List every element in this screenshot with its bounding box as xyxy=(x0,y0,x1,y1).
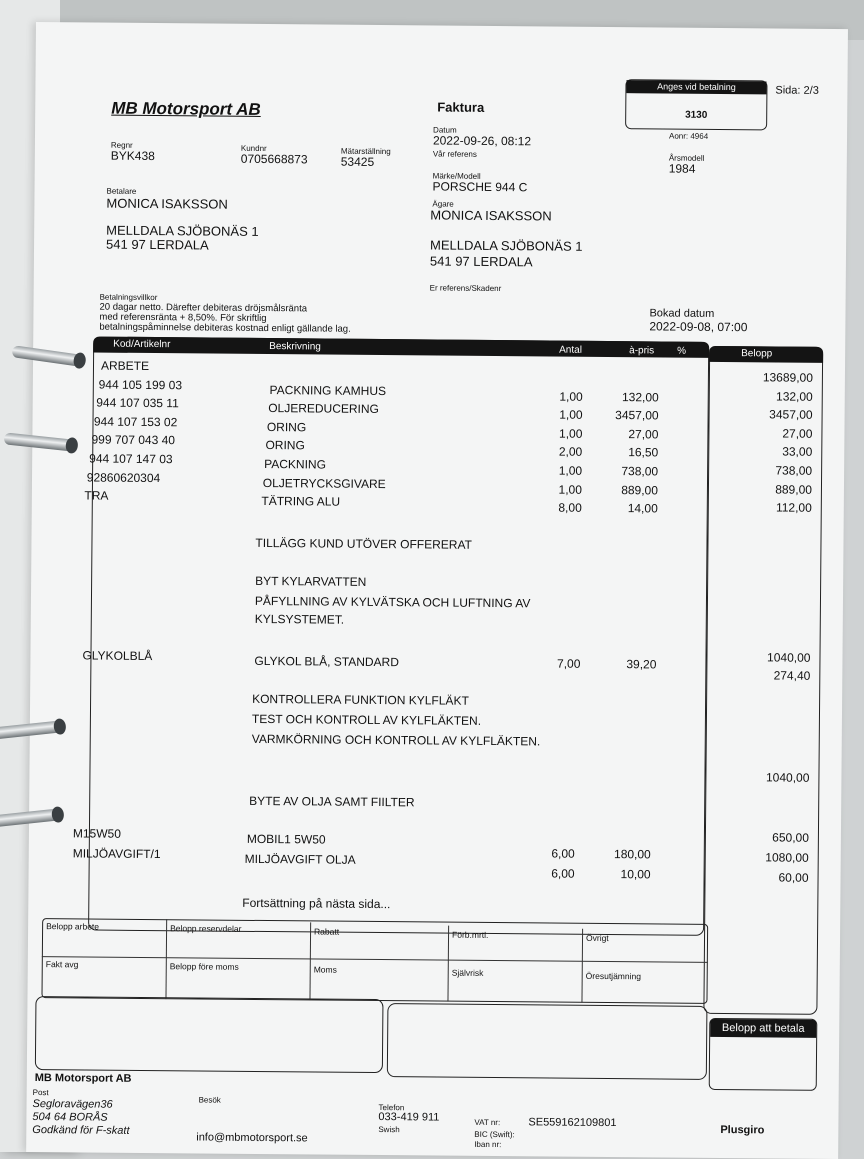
line-beskr: TÄTRING ALU xyxy=(261,494,461,510)
col-belopp: Belopp xyxy=(741,348,772,359)
sum-fore-moms: Belopp före moms xyxy=(170,961,239,972)
var-ref-label: Vår referens xyxy=(433,149,477,158)
line-kod: ARBETE xyxy=(101,359,251,374)
footer-city: 504 64 BORÅS xyxy=(32,1111,107,1124)
footer-post-label: Post xyxy=(33,1088,49,1097)
footer-vat: SE559162109801 xyxy=(528,1116,616,1129)
footer-iban-label: Iban nr: xyxy=(474,1140,501,1149)
att-betala-label: Belopp att betala xyxy=(710,1019,816,1038)
blank-box-middle xyxy=(387,1003,708,1080)
booked-label: Bokad datum xyxy=(649,307,714,320)
footer-bic-label: BIC (Swift): xyxy=(474,1130,515,1139)
miljo-antal: 6,00 xyxy=(525,866,575,880)
line-antal: 1,00 xyxy=(532,482,582,496)
terms-line3: betalningspåminnelse debiteras kostnad enligt gällande lag. xyxy=(99,322,350,335)
line-kod: 999 707 043 40 xyxy=(91,433,241,448)
payment-ref-value: 3130 xyxy=(626,109,766,121)
belopp-header-bar xyxy=(709,346,823,363)
kundnr: 0705668873 xyxy=(241,152,308,167)
line-kod: 944 107 147 03 xyxy=(89,451,239,466)
glykol-belopp2: 274,40 xyxy=(730,668,810,683)
glykol-antal: 7,00 xyxy=(530,656,580,670)
line-apris: 27,00 xyxy=(598,427,658,442)
line-belopp: 738,00 xyxy=(732,463,812,478)
olja-kod: M15W50 xyxy=(73,826,121,840)
line-beskr: OLJETRYCKSGIVARE xyxy=(263,476,463,492)
sum-ovrigt: Övrigt xyxy=(586,933,609,943)
payer-label: Betalare xyxy=(106,187,136,196)
miljo-belopp: 60,00 xyxy=(729,870,809,885)
regnr: BYK438 xyxy=(111,149,155,163)
footer-telefon-label: Telefon xyxy=(379,1103,405,1112)
line-apris: 14,00 xyxy=(598,501,658,516)
note-flakt2: TEST OCH KONTROLL AV KYLFLÄKTEN. xyxy=(252,712,481,728)
terms-label: Betalningsvillkor xyxy=(100,293,158,303)
line-kod: 92860620304 xyxy=(87,470,237,485)
payer-name: MONICA ISAKSSON xyxy=(106,196,228,212)
flakt-belopp: 1040,00 xyxy=(729,770,809,785)
matar-label: Mätarställning xyxy=(341,147,391,156)
footer-plusgiro: Plusgiro xyxy=(720,1124,764,1136)
owner-city: 541 97 LERDALA xyxy=(430,253,533,269)
owner-name: MONICA ISAKSSON xyxy=(430,207,552,223)
olja-apris: 180,00 xyxy=(591,847,651,862)
marke: PORSCHE 944 C xyxy=(433,179,528,194)
terms-line2: med referensränta + 8,50%. För skriftlig xyxy=(99,312,266,324)
line-belopp: 3457,00 xyxy=(733,407,813,422)
line-belopp: 112,00 xyxy=(732,500,812,515)
payment-ref-label: Anges vid betalning xyxy=(626,80,766,94)
footer-street: Segloravägen36 xyxy=(33,1098,113,1111)
col-antal: Antal xyxy=(559,345,582,356)
olja-belopp1: 650,00 xyxy=(729,830,809,845)
line-belopp: 889,00 xyxy=(732,482,812,497)
note-flakt3: VARMKÖRNING OCH KONTROLL AV KYLFLÄKTEN. xyxy=(252,732,541,749)
page-number: Sida: 2/3 xyxy=(775,84,819,96)
sum-sjalvrisk: Självrisk xyxy=(452,968,484,978)
matar: 53425 xyxy=(341,155,374,169)
line-apris: 3457,00 xyxy=(599,408,659,423)
line-belopp: 33,00 xyxy=(732,444,812,459)
footer-vat-label: VAT nr: xyxy=(474,1118,500,1127)
line-kod: 944 105 199 03 xyxy=(99,377,249,392)
line-antal: 1,00 xyxy=(532,463,582,477)
att-betala-box xyxy=(709,1018,818,1091)
col-pct: % xyxy=(677,346,686,357)
sum-fakt-avg: Fakt avg xyxy=(46,959,79,969)
glykol-apris: 39,20 xyxy=(596,657,656,672)
footer-company: MB Motorsport AB xyxy=(35,1072,132,1085)
miljo-kod: MILJÖAVGIFT/1 xyxy=(73,846,161,861)
line-kod: 944 107 153 02 xyxy=(94,414,244,429)
line-kod: TRA xyxy=(84,489,234,504)
doc-title: Faktura xyxy=(437,100,484,115)
line-beskr: PACKNING xyxy=(264,457,464,473)
note-flakt1: KONTROLLERA FUNKTION KYLFLÄKT xyxy=(252,692,469,708)
line-antal: 1,00 xyxy=(532,426,582,440)
note-tillagg: TILLÄGG KUND UTÖVER OFFERERAT xyxy=(255,536,472,552)
footer-telefon: 033-419 911 xyxy=(378,1111,439,1124)
line-apris: 889,00 xyxy=(598,483,658,498)
arsmodell-label: Årsmodell xyxy=(669,154,705,163)
datum-label: Datum xyxy=(433,125,457,134)
line-beskr: PACKNING KAMHUS xyxy=(270,383,470,399)
booked-value: 2022-09-08, 07:00 xyxy=(649,319,747,334)
invoice-page xyxy=(26,22,848,1159)
col-apris: à-pris xyxy=(629,345,654,356)
arsmodell: 1984 xyxy=(669,162,696,176)
glykol-belopp1: 1040,00 xyxy=(730,650,810,665)
note-kyl1: BYT KYLARVATTEN xyxy=(255,574,366,589)
line-beskr: ORING xyxy=(265,438,465,454)
line-antal: 1,00 xyxy=(533,408,583,422)
agare-label: Ägare xyxy=(432,199,453,208)
sum-belopp-reservdelar: Belopp reservdelar xyxy=(170,923,241,934)
company-name: MB Motorsport AB xyxy=(111,99,261,120)
olja-belopp2: 1080,00 xyxy=(729,850,809,865)
owner-street: MELLDALA SJÖBONÄS 1 xyxy=(430,237,583,253)
continued-note: Fortsättning på nästa sida... xyxy=(242,896,390,911)
footer-besok-label: Besök xyxy=(199,1095,221,1104)
miljo-apris: 10,00 xyxy=(591,867,651,882)
sum-forb: Förb.mrtl. xyxy=(452,930,488,940)
regnr-label: Regnr xyxy=(111,141,133,150)
sum-belopp-arbete: Belopp arbete xyxy=(46,921,99,931)
col-kod: Kod/Artikelnr xyxy=(113,339,170,350)
line-beskr: OLJEREDUCERING xyxy=(268,401,468,417)
line-belopp: 27,00 xyxy=(732,426,812,441)
line-antal: 8,00 xyxy=(532,501,582,515)
line-apris: 738,00 xyxy=(598,464,658,479)
payer-street: MELLDALA SJÖBONÄS 1 xyxy=(106,223,259,239)
note-kyl2: PÅFYLLNING AV KYLVÄTSKA OCH LUFTNING AV xyxy=(255,594,531,610)
note-kyl3: KYLSYSTEMET. xyxy=(255,612,344,627)
olja-beskr: MOBIL1 5W50 xyxy=(247,832,326,847)
line-antal: 2,00 xyxy=(532,445,582,459)
marke-label: Märke/Modell xyxy=(433,171,481,180)
er-ref-label: Er referens/Skadenr xyxy=(430,283,502,293)
footer-email[interactable]: info@mbmotorsport.se xyxy=(196,1131,308,1144)
olja-head: BYTE AV OLJA SAMT FIILTER xyxy=(249,794,415,809)
footer-fskatt: Godkänd för F-skatt xyxy=(32,1124,129,1137)
col-beskr: Beskrivning xyxy=(269,341,321,352)
kundnr-label: Kundnr xyxy=(241,144,267,153)
glykol-kod: GLYKOLBLÅ xyxy=(82,648,152,663)
sum-moms: Moms xyxy=(314,964,337,974)
sum-oresut: Öresutjämning xyxy=(586,971,641,981)
line-antal: 1,00 xyxy=(533,389,583,403)
payer-city: 541 97 LERDALA xyxy=(106,237,209,253)
footer-swish-label: Swish xyxy=(378,1125,399,1134)
line-apris: 16,50 xyxy=(598,445,658,460)
line-apris: 132,00 xyxy=(599,390,659,405)
line-kod: 944 107 035 11 xyxy=(96,396,246,411)
blank-box-left xyxy=(35,996,384,1073)
line-beskr: ORING xyxy=(267,420,467,436)
miljo-beskr: MILJÖAVGIFT OLJA xyxy=(245,852,356,867)
line-belopp: 132,00 xyxy=(733,389,813,404)
line-belopp: 13689,00 xyxy=(733,370,813,385)
payment-ref-box xyxy=(625,79,767,130)
glykol-beskr: GLYKOL BLÅ, STANDARD xyxy=(254,654,399,669)
sum-rabatt: Rabatt xyxy=(314,926,339,936)
olja-antal: 6,00 xyxy=(525,846,575,860)
aonr: Aonr: 4964 xyxy=(669,132,708,141)
terms-line1: 20 dagar netto. Därefter debiteras dröjsmålsränta xyxy=(99,302,307,315)
datum: 2022-09-26, 08:12 xyxy=(433,133,531,148)
